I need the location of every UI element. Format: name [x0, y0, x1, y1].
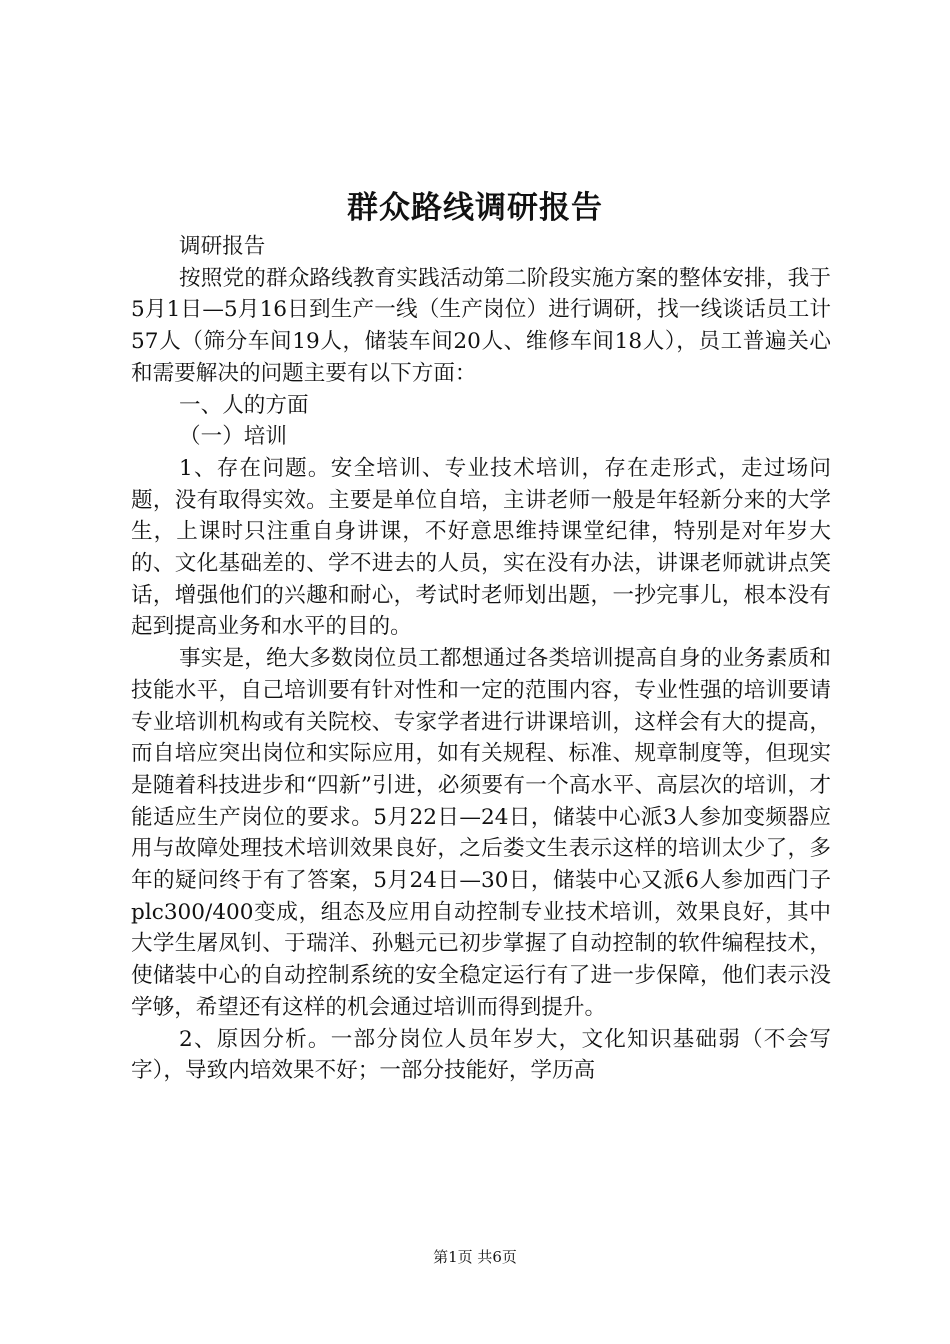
- paragraph-problems: 1、存在问题。安全培训、专业技术培训，存在走形式，走过场问题，没有取得实效。主要是单位自培，主讲老师一般是年轻新分来的大学生，上课时只注重自身讲课，不好意思维持课堂纪律，特别是对年岁大的、文化基础差的、学不进去的人员，实在没有办法，讲课老师就讲点笑话，增强他们的兴趣和耐心，考试时老师划出题，一抄完事儿，根本没有起到提高业务和水平的目的。: [131, 455, 831, 640]
- paragraph-heading: 调研报告: [179, 234, 266, 259]
- subsection-heading: （一）培训: [179, 424, 287, 450]
- paragraph-intro: 按照党的群众路线教育实践活动第二阶段实施方案的整体安排，我于5月1日—5月16日到生产一线（生产岗位）进行调研，找一线谈话员工计57人（筛分车间19人，储装车间20人、维修车间18人），员工普遍关心和需要解决的问题主要有以下方面：: [131, 265, 831, 386]
- section-heading: 一、人的方面: [179, 392, 309, 418]
- page-footer: 第1页 共6页: [433, 1248, 517, 1266]
- paragraph-facts: 事实是，绝大多数岗位员工都想通过各类培训提高自身的业务素质和技能水平，自己培训要有针对性和一定的范围内容，专业性强的培训要请专业培训机构或有关院校、专家学者进行讲课培训，这样会有大的提高，而自培应突出岗位和实际应用，如有关规程、标准、规章制度等，但现实是随着科技进步和“四新”引进，必须要有一个高水平、高层次的培训，才能适应生产岗位的要求。5月22日—24日，储装中心派3人参加变频器应用与故障处理技术培训效果良好，之后娄文生表示这样的培训太少了，多年的疑问终于有了答案，5月24日—30日，储装中心又派6人参加西门子plc300/400变成，组态及应用自动控制专业技术培训，效果良好，其中大学生屠凤钊、于瑞洋、孙魁元已初步掌握了自动控制的软件编程技术，使储装中心的自动控制系统的安全稳定运行有了进一步保障，他们表示没学够，希望还有这样的机会通过培训而得到提升。: [131, 646, 831, 1020]
- document-title: 群众路线调研报告: [347, 190, 603, 226]
- document-body: [131, 231, 831, 1087]
- paragraph-causes: 2、原因分析。一部分岗位人员年岁大，文化知识基础弱（不会写字），导致内培效果不好；一部分技能好，学历高: [131, 1026, 831, 1084]
